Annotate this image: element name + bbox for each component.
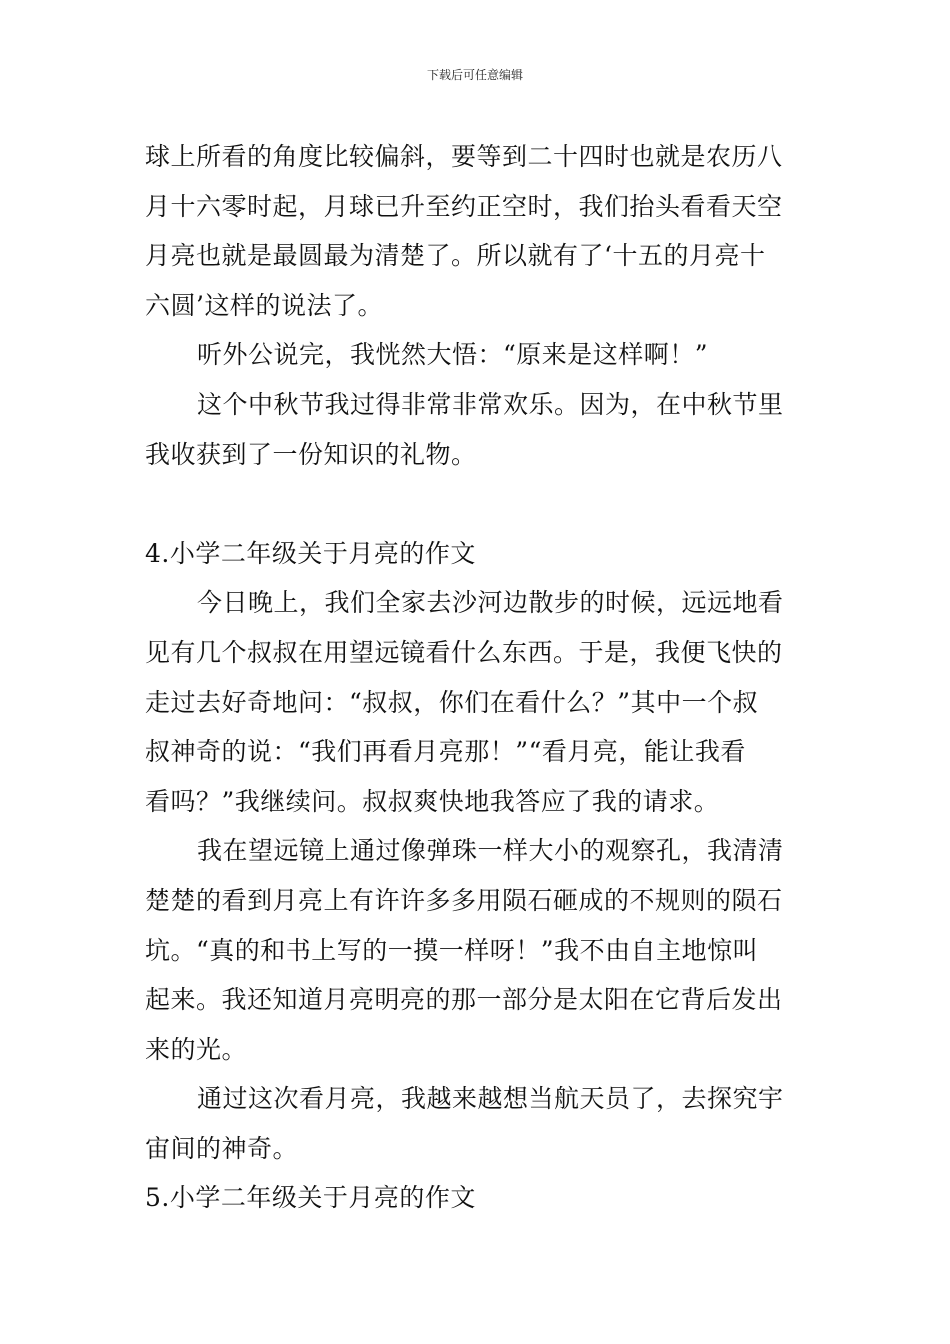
text-line: 宙间的神奇。 xyxy=(145,1133,299,1163)
text-line: 起来。我还知道月亮明亮的那一部分是太阳在它背后发出 xyxy=(145,985,783,1015)
text-line: 看吗？”我继续问。叔叔爽快地我答应了我的请求。 xyxy=(145,786,720,816)
text-line: 叔神奇的说：“我们再看月亮那！”“看月亮，能让我看 xyxy=(145,737,746,767)
page-header: 下载后可任意编辑 xyxy=(426,68,523,82)
text-line: 来的光。 xyxy=(145,1034,248,1064)
text-line: 见有几个叔叔在用望远镜看什么东西。于是，我便飞快的 xyxy=(145,637,783,667)
text-line: 今日晚上，我们全家去沙河边散步的时候，远远地看 xyxy=(197,588,784,618)
document-body xyxy=(145,132,810,1223)
text-line: 坑。“真的和书上写的一摸一样呀！”我不由自主地惊叫 xyxy=(145,935,759,965)
text-line: 球上所看的角度比较偏斜，要等到二十四时也就是农历八 xyxy=(145,142,783,171)
text-line: 这个中秋节我过得非常非常欢乐。因为，在中秋节里 xyxy=(197,389,784,419)
text-line: 楚楚的看到月亮上有许许多多用陨石砸成的不规则的陨石 xyxy=(145,885,783,915)
text-line: 听外公说完，我恍然大悟：“原来是这样啊！” xyxy=(197,340,709,370)
section-heading: 5.小学二年级关于月亮的作文 xyxy=(145,1183,476,1213)
text-line: 月十六零时起，月球已升至约正空时，我们抬头看看天空 xyxy=(145,191,783,221)
text-line: 月亮也就是最圆最为清楚了。所以就有了‘十五的月亮十 xyxy=(145,241,766,271)
text-line: 通过这次看月亮，我越来越想当航天员了，去探究宇 xyxy=(197,1084,784,1114)
text-line: 我在望远镜上通过像弹珠一样大小的观察孔，我清清 xyxy=(197,836,784,866)
paragraph-gap xyxy=(145,479,810,529)
text-line: 我收获到了一份知识的礼物。 xyxy=(145,439,477,469)
text-line: 六圆’这样的说法了。 xyxy=(145,290,383,320)
section-heading: 4.小学二年级关于月亮的作文 xyxy=(145,538,476,568)
text-line: 走过去好奇地问：“叔叔，你们在看什么？”其中一个叔 xyxy=(145,687,759,717)
